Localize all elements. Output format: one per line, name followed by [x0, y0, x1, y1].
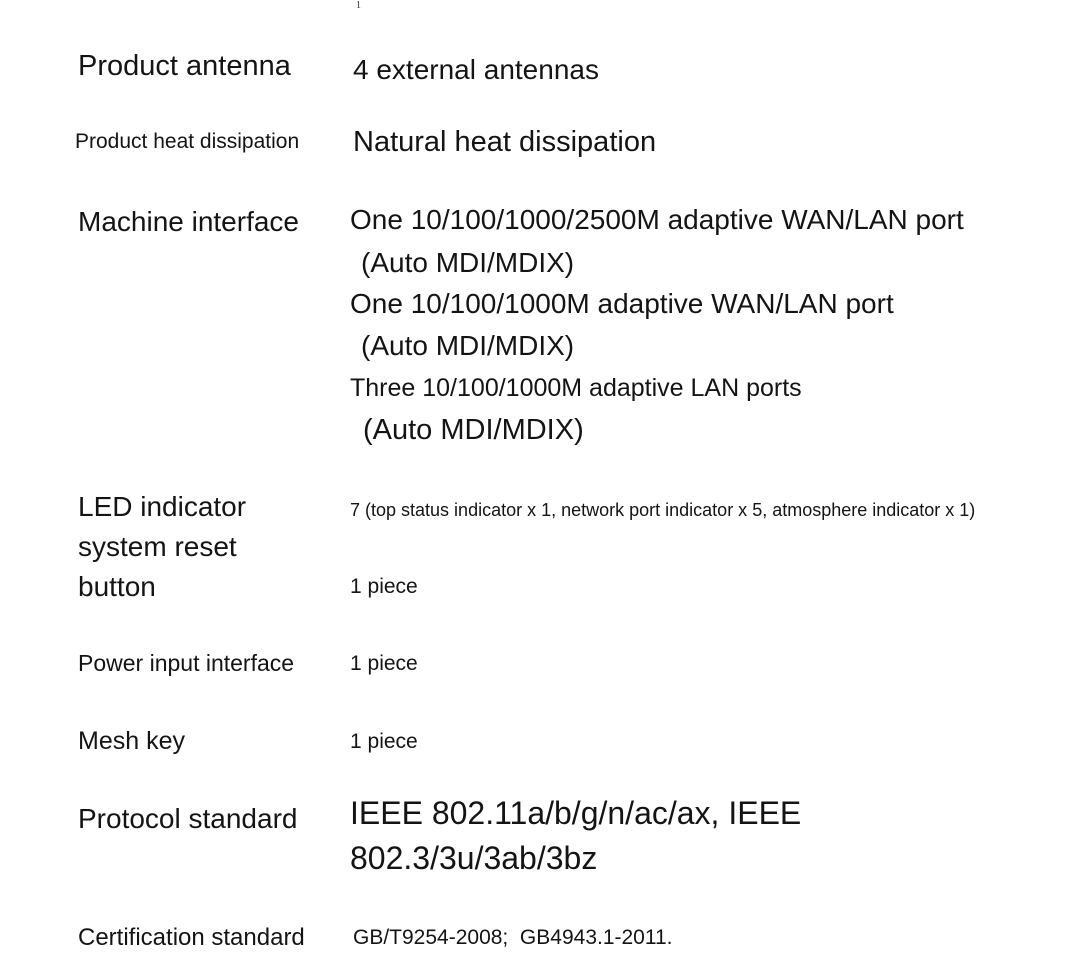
page-number: 1: [356, 0, 361, 11]
spec-label-system-reset: system reset: [78, 531, 237, 562]
spec-value-certification-standard: GB/T9254-2008; GB4943.1-2011.: [353, 926, 673, 949]
spec-value-heat-dissipation: Natural heat dissipation: [353, 126, 657, 158]
spec-value-interface-3-mode: (Auto MDI/MDIX): [363, 414, 584, 446]
spec-label-power-input: Power input interface: [78, 650, 295, 676]
spec-value-protocol-line-2: 802.3/3u/3ab/3bz: [350, 840, 598, 876]
spec-value-reset-button: 1 piece: [350, 575, 418, 598]
spec-value-protocol-line-1: IEEE 802.11a/b/g/n/ac/ax, IEEE: [350, 795, 802, 831]
spec-label-certification-standard: Certification standard: [78, 924, 305, 951]
spec-value-antenna: 4 external antennas: [353, 54, 599, 85]
spec-label-mesh-key: Mesh key: [78, 727, 185, 755]
spec-value-mesh-key: 1 piece: [350, 730, 418, 753]
spec-value-interface-1: One 10/100/1000/2500M adaptive WAN/LAN port: [350, 204, 964, 235]
spec-value-interface-2: One 10/100/1000M adaptive WAN/LAN port: [350, 288, 894, 319]
spec-label-protocol-standard: Protocol standard: [78, 803, 298, 834]
spec-label-antenna: Product antenna: [78, 50, 291, 82]
spec-label-button: button: [78, 571, 156, 602]
spec-value-led-indicator: 7 (top status indicator x 1, network port indicator x 5, atmosphere indicator x 1): [350, 500, 976, 520]
spec-label-led-indicator: LED indicator: [78, 491, 247, 522]
spec-value-power-input: 1 piece: [350, 652, 418, 675]
spec-label-heat-dissipation: Product heat dissipation: [75, 130, 300, 153]
spec-value-interface-3: Three 10/100/1000M adaptive LAN ports: [350, 374, 802, 402]
spec-value-interface-1-mode: (Auto MDI/MDIX): [361, 247, 575, 278]
spec-value-interface-2-mode: (Auto MDI/MDIX): [361, 330, 575, 361]
spec-label-machine-interface: Machine interface: [78, 206, 300, 237]
